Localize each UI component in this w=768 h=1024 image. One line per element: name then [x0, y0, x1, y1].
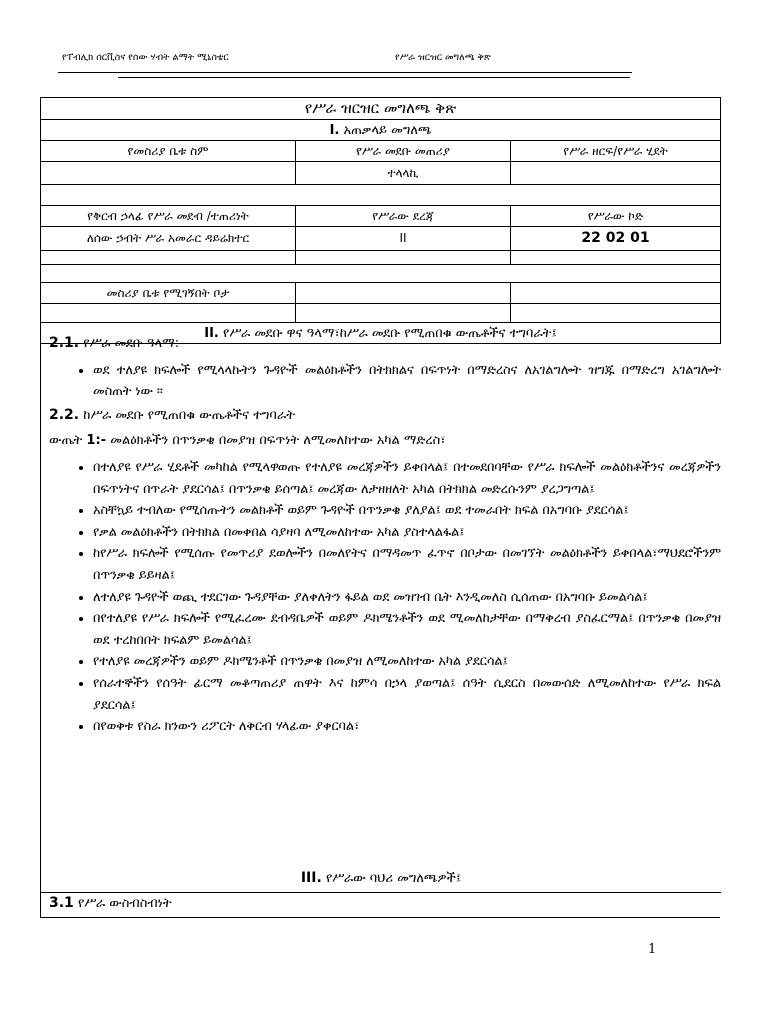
list-item: • ወደ ተለያዩ ክፍሎች የሚላላኩትን ጉዳዮች መልዕክቶችን በትክክልና በፍጥነት በማድረስና ለአገልግሎት ዝግጁ በማድረግ አገልግሎት መስጠት ነው ፡፡: [93, 360, 721, 403]
general-info-table: [40, 97, 721, 344]
list-item: • ለተለያዩ ጉዳዮች ወጪ ተደርገው ጉዳያቸው ያለቀለትን ፋይል ወደ መዝገብ ቤት እንዲመለስ ሲሰጠው በአግባቡ ይመልሳል፤: [93, 587, 721, 609]
table-row: [41, 265, 721, 283]
blank-row: [41, 265, 721, 283]
section-divider: [41, 892, 721, 893]
job-grade-value: II: [296, 227, 511, 251]
list-item: • በየወቅቱ የስራ ክንውን ሪፖርት ለቅርብ ሃላፊው ያቀርባል፣: [93, 716, 721, 738]
expected-results-heading: [49, 405, 721, 427]
duties-section: [40, 331, 720, 918]
blank-cell: [41, 304, 296, 323]
result-1-title: መልዕክቶችን በጥንቃቄ በመያዝ በፍጥነት ለሚመለከተው አካል ማድረስ፣: [110, 433, 446, 449]
result-1-tasks: [49, 457, 721, 738]
job-code-label: የሥራው ኮድ: [511, 206, 721, 227]
complexity-number: 3.1: [49, 895, 74, 911]
work-process-label: የሥራ ዘርፍ/የሥራ ሂደት: [511, 141, 721, 162]
table-row: [41, 98, 721, 120]
header-rule: [58, 72, 632, 73]
table-row: [41, 304, 721, 323]
complexity-heading: [49, 895, 172, 911]
blank-cell: [511, 304, 721, 323]
job-title-label: የሥራ መደቡ መጠሪያ: [296, 141, 511, 162]
list-item: • የቃል መልዕክቶችን በትክክል በመቀበል ሳያዛባ ለሚመለከተው አካል ያስተላልፋል፤: [93, 522, 721, 544]
complexity-title: የሥራ ውስብስብነት: [77, 896, 172, 911]
result-1-number: 1:-: [86, 433, 107, 449]
section-number: II.: [204, 325, 219, 341]
expected-results-title: ከሥራ መደቡ የሚጠበቁ ውጤቶችና ተግባራት: [83, 407, 296, 423]
table-row: [41, 206, 721, 227]
header-rule-secondary: [118, 77, 630, 78]
duties-content: [49, 333, 721, 740]
list-item: • የተለያዩ መረጃዎችን ወይም ዶክሜንቶች በጥንቃቄ በመያዝ ለሚመለከተው አካል ያደርሳል፤: [93, 651, 721, 673]
job-grade-label: የሥራው ደረጃ: [296, 206, 511, 227]
table-row: [41, 251, 721, 265]
section-number: III.: [300, 870, 322, 886]
result-1-heading: [49, 430, 721, 452]
purpose-number: 2.1.: [49, 335, 80, 351]
table-row: [41, 162, 721, 185]
job-code-value: 22 02 01: [511, 227, 721, 251]
table-row: [41, 283, 721, 304]
list-item: • በተለያዩ የሥራ ሂደቶች መካከል የሚላዋወጡ የተለያዩ መረጃዎችን ይቀበላል፤ በተመደበባቸው የሥራ ክፍሎች መልዕክቶችንና መረጃዎችን በፍጥነትና በጥራት ያደርሳል፤ በጥንቃቄ ይሰጣል፤ መረጃው ለታዘዘለት አካል በትክክል መድረሱንም ያረጋግጣል፤: [93, 457, 721, 500]
organization-name-value: [41, 162, 296, 185]
page-number: 1: [648, 942, 657, 957]
supervisor-value: ለሰው ኃብት ሥራ አመራር ዳይሬክተር: [41, 227, 296, 251]
list-item: • ከየሥራ ክፍሎች የሚሰጡ የመጥሪያ ደወሎችን በመለየትና በማዳመጥ ፈጥኖ በቦታው በመገኘት መልዕክቶችን ይቀበላል፣ማህደሮችንም በጥንቃቄ ይይዛል፤: [93, 543, 721, 586]
header-form-name: የሥራ ዝርዝር መግለጫ ቅጽ: [395, 52, 491, 63]
form-title: የሥራ ዝርዝር መግለጫ ቅጽ: [41, 98, 721, 120]
work-process-value: [511, 162, 721, 185]
table-row: [41, 120, 721, 141]
list-item: • አስቸኳይ ተብለው የሚሰጡትን መልክቶች ወይም ጉዳዮች በጥንቃቄ ያለያል፤ ወደ ተመራበት ክፍል በአግባቡ ያደርሳል፤: [93, 500, 721, 522]
location-label: መስሪያ ቤቱ የሚገኝበት ቦታ: [41, 283, 296, 304]
result-1-prefix: ውጤት: [49, 433, 83, 449]
section-title: የሥራው ባህሪ መግለጫዎች፤: [325, 871, 462, 886]
purpose-heading: [49, 333, 721, 355]
purpose-list: [49, 360, 721, 403]
organization-name-label: የመስሪያ ቤቱ ስም: [41, 141, 296, 162]
section-title: አጠቃላይ መግለጫ: [343, 122, 432, 138]
blank-cell: [296, 304, 511, 323]
section-number: I.: [329, 122, 340, 138]
purpose-title: የሥራ መደቡ ዓላማ:-: [83, 336, 184, 351]
header-org-name: የፐብሊክ ሰርቪስና የሰው ሃብት ልማት ሚኒስቴር: [62, 52, 229, 63]
list-item: • በየተለያዩ የሥራ ክፍሎች የሚፈረሙ ደብዳቤዎች ወይም ዶክሜንቶችን ወደ ሚመለከታቸው በማቅረብ ያስፈርማል፤ በጥንቃቄ በመያዝ ወደ ተረከበበት ክፍልም ይመልሳል፤: [93, 608, 721, 651]
list-item: • የሰራተኞችን የሰዓት ፊርማ መቆጣጠሪያ ጠዋት እና ከምሳ በኃላ ያወጣል፤ ሰዓት ሲደርስ በመውሰድ ለሚመለከተው የሥራ ክፍል ያደርሳል፤: [93, 673, 721, 716]
table-row: [41, 185, 721, 206]
job-title-value: ተላላኪ: [296, 162, 511, 185]
section-1-heading: [41, 120, 721, 141]
table-row: [41, 227, 721, 251]
location-value: [296, 283, 511, 304]
blank-cell: [41, 251, 296, 265]
blank-cell: [511, 283, 721, 304]
section-3-heading: [41, 870, 721, 886]
blank-cell: [511, 251, 721, 265]
blank-cell: [296, 251, 511, 265]
expected-results-number: 2.2.: [49, 406, 80, 423]
table-row: [41, 141, 721, 162]
blank-row: [41, 185, 721, 206]
supervisor-label: የቅርብ ኃላፊ የሥራ መደብ /ተጠሪነት: [41, 206, 296, 227]
section-title: የሥራ መደቡ ዋና ዓላማ፣ከሥራ መደቡ የሚጠበቁ ውጤቶችና ተግባራት፤: [223, 325, 557, 341]
